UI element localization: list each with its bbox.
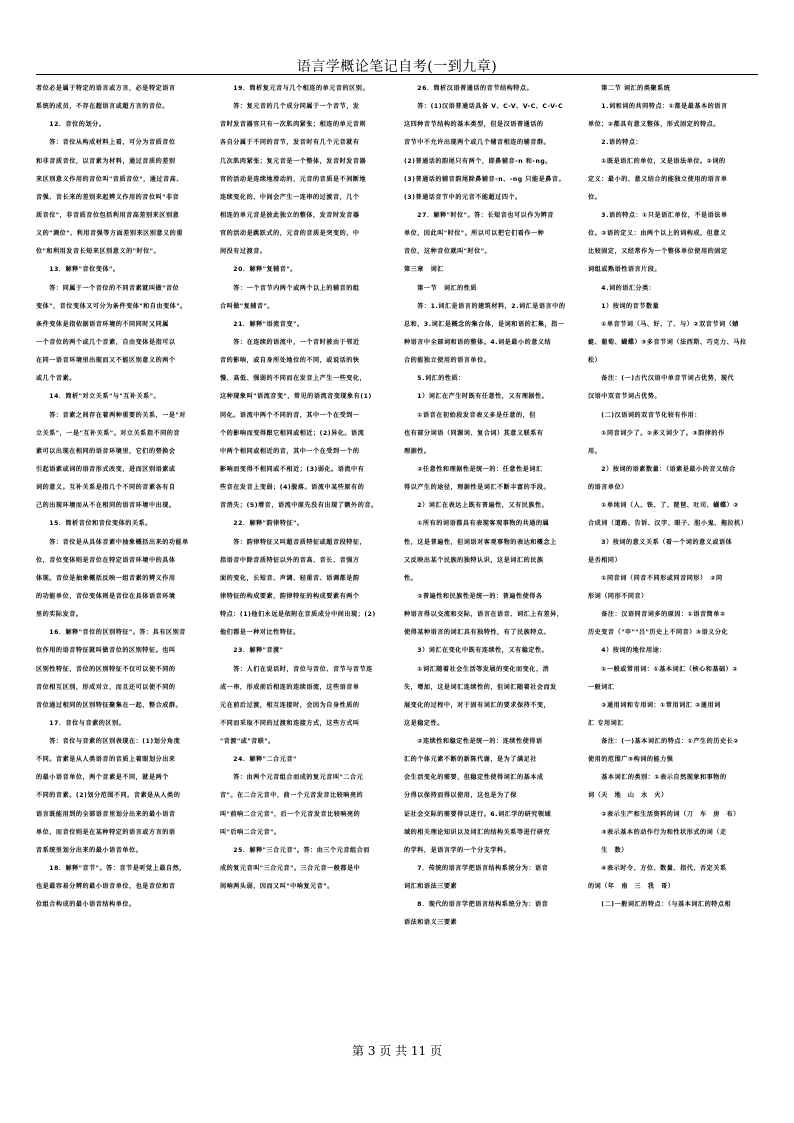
text-line: 26．简析汉语普通话的音节结构特点。 [404, 85, 534, 92]
text-line: 松） [588, 357, 602, 365]
text-line: (3)普通话音节中的元音不能超过四个。 [404, 193, 522, 201]
text-line: 体现。音位是抽象概括反映一组音素的辨义作用 [36, 574, 176, 582]
text-line: 备注：汉语同音词多的原因：①语音简单② [588, 611, 726, 619]
text-line: 第二节 词汇的类聚系统 [588, 85, 671, 92]
text-line: ①同音词少了。②多义词少了。③韵律的作 [588, 429, 725, 437]
text-line: 单位；②都具有意义整体，形式固定的特点。 [588, 121, 720, 129]
text-line: (二)汉语词的双音节化较有作用： [588, 411, 701, 419]
column-2 [220, 80, 390, 1030]
text-line: 4.词的语汇分类： [588, 284, 656, 292]
text-line: 音时发音器官只有一次肌肉紧张；相连的单元音则 [220, 121, 367, 129]
text-line: 种语言得以交流和交际，语言在语音、词汇上有差异， [404, 611, 564, 619]
text-columns [36, 80, 758, 1030]
text-line: 展变化的过程中，对于固有词汇的要求保持不变， [404, 701, 551, 709]
text-line: 16．解释"音位的区别特征"。答：具有区别音 [36, 629, 186, 637]
text-line: 22．解释"韵律特征"。 [220, 520, 304, 528]
text-line: 区别性特征，音位的区别特征不仅可以使不同的 [36, 665, 176, 673]
text-line: 的词（年 南 三 我 哥） [588, 883, 675, 891]
text-line: ④表示时令、方位、数量、指代、否定关系 [588, 865, 727, 873]
text-line: 音消失；(5)增音，语流中原先没有出现了额外的音。 [220, 502, 378, 510]
text-line: 几次肌肉紧张；复元音是一个整体，发音时发音器 [220, 157, 367, 165]
text-line: 在同一语音环境里出现而又不能区别意义的两个 [36, 357, 176, 365]
text-line: 音强、音长来的差别来起辨义作用的音位叫"非音 [36, 193, 180, 201]
text-line: 备注：(一)古代汉语中单音节词占优势，现代 [588, 375, 735, 383]
text-line: 间没有过渡音。 [220, 248, 267, 256]
header-divider [36, 74, 758, 75]
text-line: 答：(1)汉语普通话具备 V、C-V、V-C、C-V-C [404, 103, 564, 111]
text-line: 或几个音素。 [36, 375, 76, 383]
text-line: 27．解释"时位"。答：长短音也可以作为辨音 [404, 211, 554, 219]
text-line: 1）词汇在产生时既有任意性，又有理据性。 [404, 393, 549, 401]
text-line: 里的实际发音。 [36, 611, 83, 619]
text-line: 总和，3.词汇是概念的集合体，是词和语的汇集，指一 [404, 320, 565, 328]
text-line: 单位，而音位则是在某种特定的语言或方言的语 [36, 828, 176, 836]
page-title: 语言学概论笔记自考(一到九章) [296, 59, 498, 75]
text-line: 语言既能用到的全部语音里划分出来的最小语音 [36, 810, 176, 818]
text-line: 性。 [404, 574, 418, 582]
text-line: 同化。语流中两个不同的音，其中一个在受到一 [220, 411, 360, 419]
text-line: 5.词汇的性质： [404, 375, 465, 383]
text-line: 7．传统的语言学把语言结构系统分为：语音 [404, 865, 549, 873]
text-line: 失，增加，这是词汇连续性的，但词汇随着社会而发 [404, 683, 557, 691]
text-line: 25．解释"三合元音"。答：由三个元音组合而 [220, 846, 370, 854]
text-line: 答：人们在说话时，音位与音位、音节与音节连 [220, 665, 373, 673]
text-line: 答：1.词汇是语言的建筑材料，2.词汇是语言中的 [404, 302, 566, 310]
text-line: 性，这是普遍性，但词语对客观事物的表达和概念上 [404, 538, 557, 546]
text-line: 他们都是一种对比性特征。 [220, 629, 300, 637]
text-line: ②表示生产和生活资料的词（刀 车 房 布） [588, 810, 740, 818]
text-line: 不同而采取不同的过渡和连接方式，这些方式叫 [220, 719, 360, 727]
text-line: ②任意性和理据性是统一的：任意性是词汇 [404, 465, 543, 473]
text-line: 慢、高低、强弱的不同而在发音上产生一些变化， [220, 375, 367, 383]
text-line: 叫"后响二合元音"。 [220, 828, 281, 836]
text-line: 使得某种语言的词汇具有独特性，有了民族特点。 [404, 629, 551, 637]
text-line: ②通用词和专用词：①常用词汇 ②通用词 [588, 701, 721, 709]
text-line: 音位，这种音位就叫"时位"。 [404, 248, 492, 256]
text-line: 备注：(一)基本词汇的特点：①产生的历史长② [588, 738, 739, 746]
text-line: 条件变体是指依据语音环境的不同同时又同属 [36, 320, 169, 328]
text-line: 答：一个音节内两个或两个以上的辅音的组 [220, 284, 360, 292]
text-line: 3.语的特点：①只是语汇单位，不是语法单 [588, 211, 728, 219]
text-line: 合的能独立使用的语言单位。 [404, 357, 491, 365]
text-line: 和非音质音位，以音素为材料，通过音质的差别 [36, 157, 176, 165]
text-line: 也是最容易分辨的最小语音单位，也是音位和音 [36, 883, 176, 891]
text-line: 合叫做"复辅音"。 [220, 302, 274, 310]
text-line: 个的影响而变得跟它相同或相近；(2)异化。语流 [220, 429, 365, 437]
text-line: 分得以保持而得以使用，这也是为了保 [404, 792, 517, 800]
column-3 [404, 80, 574, 1030]
text-line: 形词（同形不同音） [588, 592, 648, 600]
text-line: 第三章 词汇 [404, 266, 444, 274]
text-line: 20．解释"复辅音"。 [220, 266, 297, 274]
text-line: 中两个相同或相近的音，其中一个在受到一个的 [220, 447, 360, 455]
column-1 [36, 80, 206, 1030]
text-line: 叫"前响二合元音"，后一个元音发音比较响亮的 [220, 810, 361, 818]
text-line: 会生活变化的需要，但稳定性使得词汇的基本成 [404, 774, 544, 782]
text-line: 1）按词的音节数量 [588, 302, 660, 310]
text-line: 元在前后过渡，相互连接时，会因为自身性质的 [220, 701, 360, 709]
text-line: 词组或熟语性语言片段。 [588, 266, 662, 274]
text-line: 15．简析音位和音位变体的关系。 [36, 520, 152, 528]
text-line: 己的出现环境而从不在相同的语音环境中出现。 [36, 502, 176, 510]
text-line: 素可以出现在相同的语音环境里，它们的替换会 [36, 447, 176, 455]
text-line: 汇的个体元素不断的新陈代谢，是为了满足社 [404, 756, 537, 764]
text-line: 8．现代的语言学把语言结构系统分为：语音 [404, 901, 549, 909]
text-line: 历史变音（"申""吕"历史上不同音）③语义分化 [588, 629, 729, 637]
text-line: ②普遍性和民族性是统一的：普遍性使得各 [404, 592, 543, 600]
text-line: 4）按词的地位用途： [588, 647, 666, 655]
text-line: 词（天 地 山 水 火） [588, 792, 668, 800]
text-line: 特点：(1)他们永远是依附在音质成分中间出现；(2) [220, 611, 376, 619]
text-line: ①同音词（同音不同形或同音同形） ②同 [588, 574, 723, 582]
text-line: 这种现象叫"语流音变"，常见的语流音变现象有(1) [220, 393, 372, 401]
text-line: 者位必是属于特定的语言或方言，必是特定语言 [36, 85, 176, 92]
text-line: 词汇和语法三要素 [404, 883, 458, 891]
text-line: "音渡"或"音联"。 [220, 738, 275, 746]
text-line: 一般词汇 [588, 683, 615, 691]
text-line: 生 数） [588, 846, 628, 854]
text-line: ②连续性和稳定性是统一的：连续性使得语 [404, 738, 543, 746]
text-line: 音系统里划分出来的最小语音单位。 [36, 846, 143, 854]
text-line: 指语音中除音质特征以外的音高、音长、音强方 [220, 556, 360, 564]
text-line: 的语言单位） [588, 484, 628, 492]
text-line: (3)普通话的辅音韵尾除鼻辅音-n、-ng 只能是鼻音。 [404, 175, 566, 183]
text-line: 2.语的特点： [588, 139, 643, 147]
text-line: 证社会交际的需要得以进行。6.词汇学的研究领域 [404, 810, 552, 818]
text-line: 音"。在二合元音中，前一个元音发音比较响亮的 [220, 792, 364, 800]
text-line: 成一串，形成前后相连的连续语流，这些语音单 [220, 683, 360, 691]
text-line: 连续变化的，中间会产生一连串的过渡音，几个 [220, 193, 360, 201]
text-line: 第一节 词汇的性质 [404, 284, 478, 292]
text-line: 一个音位的两个或几个音素，自由变体是指可以 [36, 338, 176, 346]
text-line: ③表示基本的动作行为和性状形式的词（走 [588, 828, 727, 836]
text-line: 蜓、葡萄、蝴蝶）③多音节词（法西斯、巧克力、马拉 [588, 338, 747, 346]
text-line: 单位，因此叫"时位"。所以可以把它们看作一种 [404, 230, 545, 238]
text-line: ①单纯词（人、铁、了、琵琶、吐司、蝴蝶）② [588, 502, 739, 510]
text-line: ①词汇随着社会生活等发展的变化而变化，消 [404, 665, 550, 673]
text-line: (2)普通话的韵尾只有两个，即鼻辅音-n 和-ng。 [404, 157, 552, 165]
text-line: 答：在连续的语流中，一个音时被由于邻近 [220, 338, 360, 346]
text-line: 来区别意义作用的音位叫"音质音位"，通过音高、 [36, 175, 183, 183]
text-line: 2）按词的语素数量：（语素是最小的音义结合 [588, 465, 736, 473]
text-line: 理据性。 [404, 447, 431, 455]
text-line: 这四种音节结构的基本类型，但是汉语普通话的 [404, 121, 544, 129]
text-line: (二)一般词汇的特点：（与基本词汇的特点相 [588, 901, 732, 909]
text-line: 答：复元音的几个成分同属于一个音节，发 [220, 103, 360, 111]
text-line: 合成词（道路、告诉、汉字、眼子、胆小鬼、拖拉机） [588, 520, 748, 528]
text-line: 的学科，是语言学的一个分支学科。 [404, 846, 511, 854]
text-line: 17．音位与音素的区别。 [36, 719, 126, 727]
text-line: 的功能单位，音位变体则是音位在具体语音环境 [36, 592, 176, 600]
text-line: 答：音素之间存在着两种重要的关系，一是"对 [36, 411, 186, 419]
text-line: 影响而变得不相同或不相近；(3)弱化。语流中有 [220, 465, 365, 473]
text-line: 音节中不允许出现两个或几个辅音相连的辅音群。 [404, 139, 551, 147]
text-line: 14．简析"对立关系"与"互补关系"。 [36, 393, 161, 401]
text-line: 3）词汇在变化中既有连续性，又有稳定性。 [404, 647, 549, 655]
text-line: 系统的成员，不存在超语言或超方言的音位。 [36, 103, 169, 111]
text-line: 音位相互区别，形成对立，而且还可以使不同的 [36, 683, 176, 691]
text-line: 变体"，音位变体又可分为条件变体"和自由变体"。 [36, 302, 187, 310]
text-line: 立关系"，一是"互补关系"。对立关系指不同的音 [36, 429, 181, 437]
text-line: 21．解释"语流音变"。 [220, 320, 304, 328]
text-line: 使用的范围广③构词的能力强 [588, 756, 674, 764]
text-line: 是否相同） [588, 556, 622, 564]
text-line: 比较固定，又经常作为一个整体单位使用的固定 [588, 248, 728, 256]
text-line: 答：由两个元音组合而成的复元音叫"二合元 [220, 774, 364, 782]
text-line: 答：音位与音素的区别表现在：(1)划分角度 [36, 738, 181, 746]
text-line: 质音位"，非音质音位包括利用音高差别来区别意 [36, 211, 180, 219]
text-line: 答：音位是从具体音素中抽象概括出来的功能单 [36, 538, 189, 546]
text-line: 这是稳定性。 [404, 719, 444, 727]
text-line: 13．解释"音位变体"。 [36, 266, 120, 274]
text-line: 律特征的构成要素，韵律特征的构成要素有两个 [220, 592, 360, 600]
text-line: 成的复元音叫"三合元音"。三合元音一般都是中 [220, 865, 361, 873]
text-line: 18．解释"音节"。答：音节是听觉上最自然， [36, 865, 186, 873]
text-line: 2）词汇在表达上既有普遍性，又有民族性。 [404, 502, 549, 510]
text-line: 答：韵律特征又叫超音质特征或超音段特征， [220, 538, 367, 546]
text-line: 义的"调位"、利用音强等方面差别来区别意义的重 [36, 230, 183, 238]
text-line: 的最小语音单位，两个音素是不同，就是两个 [36, 774, 169, 782]
text-line: 位。 [588, 193, 602, 201]
text-line: 官的活动是连续地滑动的，元音的音质是不间断地 [220, 175, 367, 183]
text-line: 位组合构成的最小语音结构单位。 [36, 901, 136, 909]
text-line: 23．解释"音渡" [220, 647, 284, 655]
text-line: 1.词和词的共同特点：①都是最基本的语言 [588, 103, 728, 111]
text-line: 24．解释"二合元音" [220, 756, 297, 764]
text-line: 基本词汇的类别：①表示自然现象和事物的 [588, 774, 727, 782]
column-4 [588, 80, 758, 1030]
text-line: 得以产生的途径，理据性是词汇不断丰富的手段。 [404, 484, 551, 492]
text-line: ①所有的词语都具有表现客观事物的共通的属 [404, 520, 550, 528]
text-line: 面的变化，长短音、声调、轻重音、语调都是韵 [220, 574, 360, 582]
text-line: 位，音位变体则是音位在特定语音环境中的具体 [36, 556, 176, 564]
text-line: 种语言中全部词和语的整体。4.词是最小的意义结 [404, 338, 552, 346]
text-line: ①语音在初始段发音表义多是任意的，但 [404, 411, 536, 419]
text-line: 间响两头弱，因而又叫"中响复元音"。 [220, 883, 334, 891]
text-line: 不同的音素。(2)划分范围不同。音素是从人类的 [36, 792, 181, 800]
text-line: 答：同属于一个音位的不同音素就叫做"音位 [36, 284, 180, 292]
text-line: 又反映出某个民族的独特认识，这是词汇的民族 [404, 556, 544, 564]
text-line: 词的意义。互补关系是指几个不同的音素各有自 [36, 484, 176, 492]
text-line: 相连的单元音是彼此独立的整体，发音时发音器 [220, 211, 360, 219]
text-line: 19．简析复元音与几个相连的单元音的区别。 [220, 85, 370, 92]
text-line: 音的影响，或自身所处地位的不同，或说话的快 [220, 357, 360, 365]
text-line: 3）按词的意义关系（看一个词的意义或语体 [588, 538, 733, 546]
text-line: ①一般或常用词：①基本词汇（核心和基础）② [588, 665, 739, 673]
text-line: 音位通过相同的区别特征聚集在一起，整合成群。 [36, 701, 183, 709]
text-line: 位作用的语音特征就叫做音位的区别特征。也叫 [36, 647, 176, 655]
text-line: 也有部分词语（同源词、复合词）其意义联系有 [404, 429, 544, 437]
text-line: 定义：最小的、意义结合的能独立使用的语言单 [588, 175, 728, 183]
text-line: ①既是语汇的单位，又是语法单位。②词的 [588, 157, 726, 165]
text-line: 用。 [588, 447, 602, 455]
text-line: 汉语中双音节词占优势。 [588, 393, 662, 401]
text-line: 各自分属于不同的音节，发音时有几个元音就有 [220, 139, 360, 147]
text-line: 些音在发音上变弱；(4)脱落。语流中某些原有的 [220, 484, 365, 492]
text-line: 语法和语义三要素 [404, 919, 458, 927]
text-line: ①单音节词（马、好、了、与）②双音节词（蜻 [588, 320, 739, 328]
text-line: 汇 专用词汇 [588, 719, 624, 727]
text-line: 不同。音素是从人类语音的音质上着眼划分出来 [36, 756, 176, 764]
page-footer: 第 3 页 共 11 页 [352, 1044, 442, 1058]
text-line: 答：音位从构成材料上看，可分为音质音位 [36, 139, 176, 147]
text-line: 位。②语的定义：由两个以上的词构成，但意义 [588, 230, 727, 238]
text-line: 引起语素或词的语音形式改变，进而区别语素或 [36, 465, 176, 473]
text-line: 12．音位的划分。 [36, 121, 106, 129]
text-line: 官的活动是跳跃式的，元音的音质是突变的，中 [220, 230, 360, 238]
text-line: 位"和利用发音长短来区别意义的"时位"。 [36, 248, 161, 256]
text-line: 域的相关理论知识以及词汇的结构关系等进行研究 [404, 828, 551, 836]
